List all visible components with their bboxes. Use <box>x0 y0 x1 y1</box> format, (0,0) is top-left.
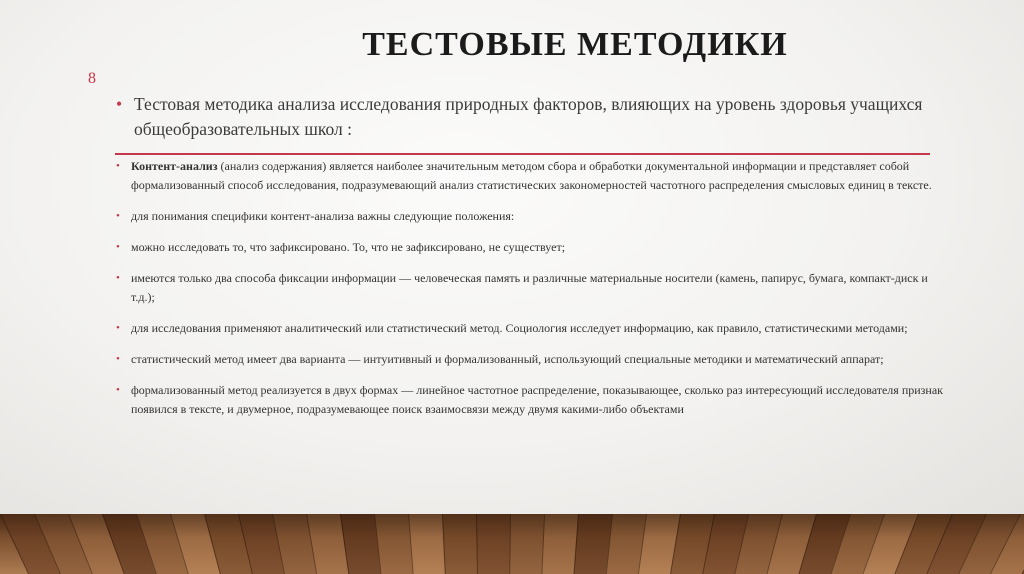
bullet-icon: • <box>116 160 120 172</box>
slide-title: ТЕСТОВЫЕ МЕТОДИКИ <box>362 26 788 63</box>
lead-text: Тестовая методика анализа исследования природных факторов, влияющих на уровень здоровья учащихся общеобразовательных школ : <box>134 94 923 139</box>
item-text: для понимания специфики контент-анализа важны следующие положения: <box>131 209 515 223</box>
list-item <box>116 381 946 419</box>
item-text: (анализ содержания) является наиболее значительным методом сбора и обработки документальной информации и представляет собой формализованный способ исследования, подразумевающий анализ статистических закономерностей частотного распределения смысловых единиц в тексте. <box>131 159 932 192</box>
list-item <box>116 350 946 369</box>
floor-shadow <box>0 514 1024 574</box>
bullet-icon: • <box>116 322 120 334</box>
list-item <box>116 269 946 307</box>
bullet-icon: • <box>116 210 120 222</box>
item-text: формализованный метод реализуется в двух формах — линейное частотное распределение, показывающее, сколько раз интересующий исследователя признак появился в тексте, и двумерное, подразумевающее поиск взаимосвязи между двумя какими-либо объектами <box>131 383 943 416</box>
slide-number: 8 <box>88 70 96 87</box>
bullet-icon: • <box>116 94 123 114</box>
bullet-icon: • <box>116 272 120 284</box>
wooden-floor <box>0 514 1024 574</box>
item-text: статистический метод имеет два варианта — интуитивный и формализованный, использующий специальные методики и математический аппарат; <box>131 352 884 366</box>
lead-item <box>116 92 946 142</box>
item-text: можно исследовать то, что зафиксировано. То, что не зафиксировано, не существует; <box>131 240 566 254</box>
item-text: имеются только два способа фиксации информации — человеческая память и различные материальные носители (камень, папирус, бумага, компакт-диск и т.д.); <box>131 271 928 304</box>
list-item <box>116 238 946 257</box>
bullet-icon: • <box>116 353 120 365</box>
list-item <box>116 319 946 338</box>
item-bold-term: Контент-анализ <box>131 159 218 173</box>
list-item <box>116 207 946 226</box>
divider-line <box>115 153 930 155</box>
bullet-list <box>116 157 946 431</box>
lead-list <box>116 92 946 142</box>
bullet-icon: • <box>116 241 120 253</box>
list-item <box>116 157 946 195</box>
item-text: для исследования применяют аналитический или статистический метод. Социология исследует информацию, как правило, статистическими методами; <box>131 321 908 335</box>
bullet-icon: • <box>116 384 120 396</box>
